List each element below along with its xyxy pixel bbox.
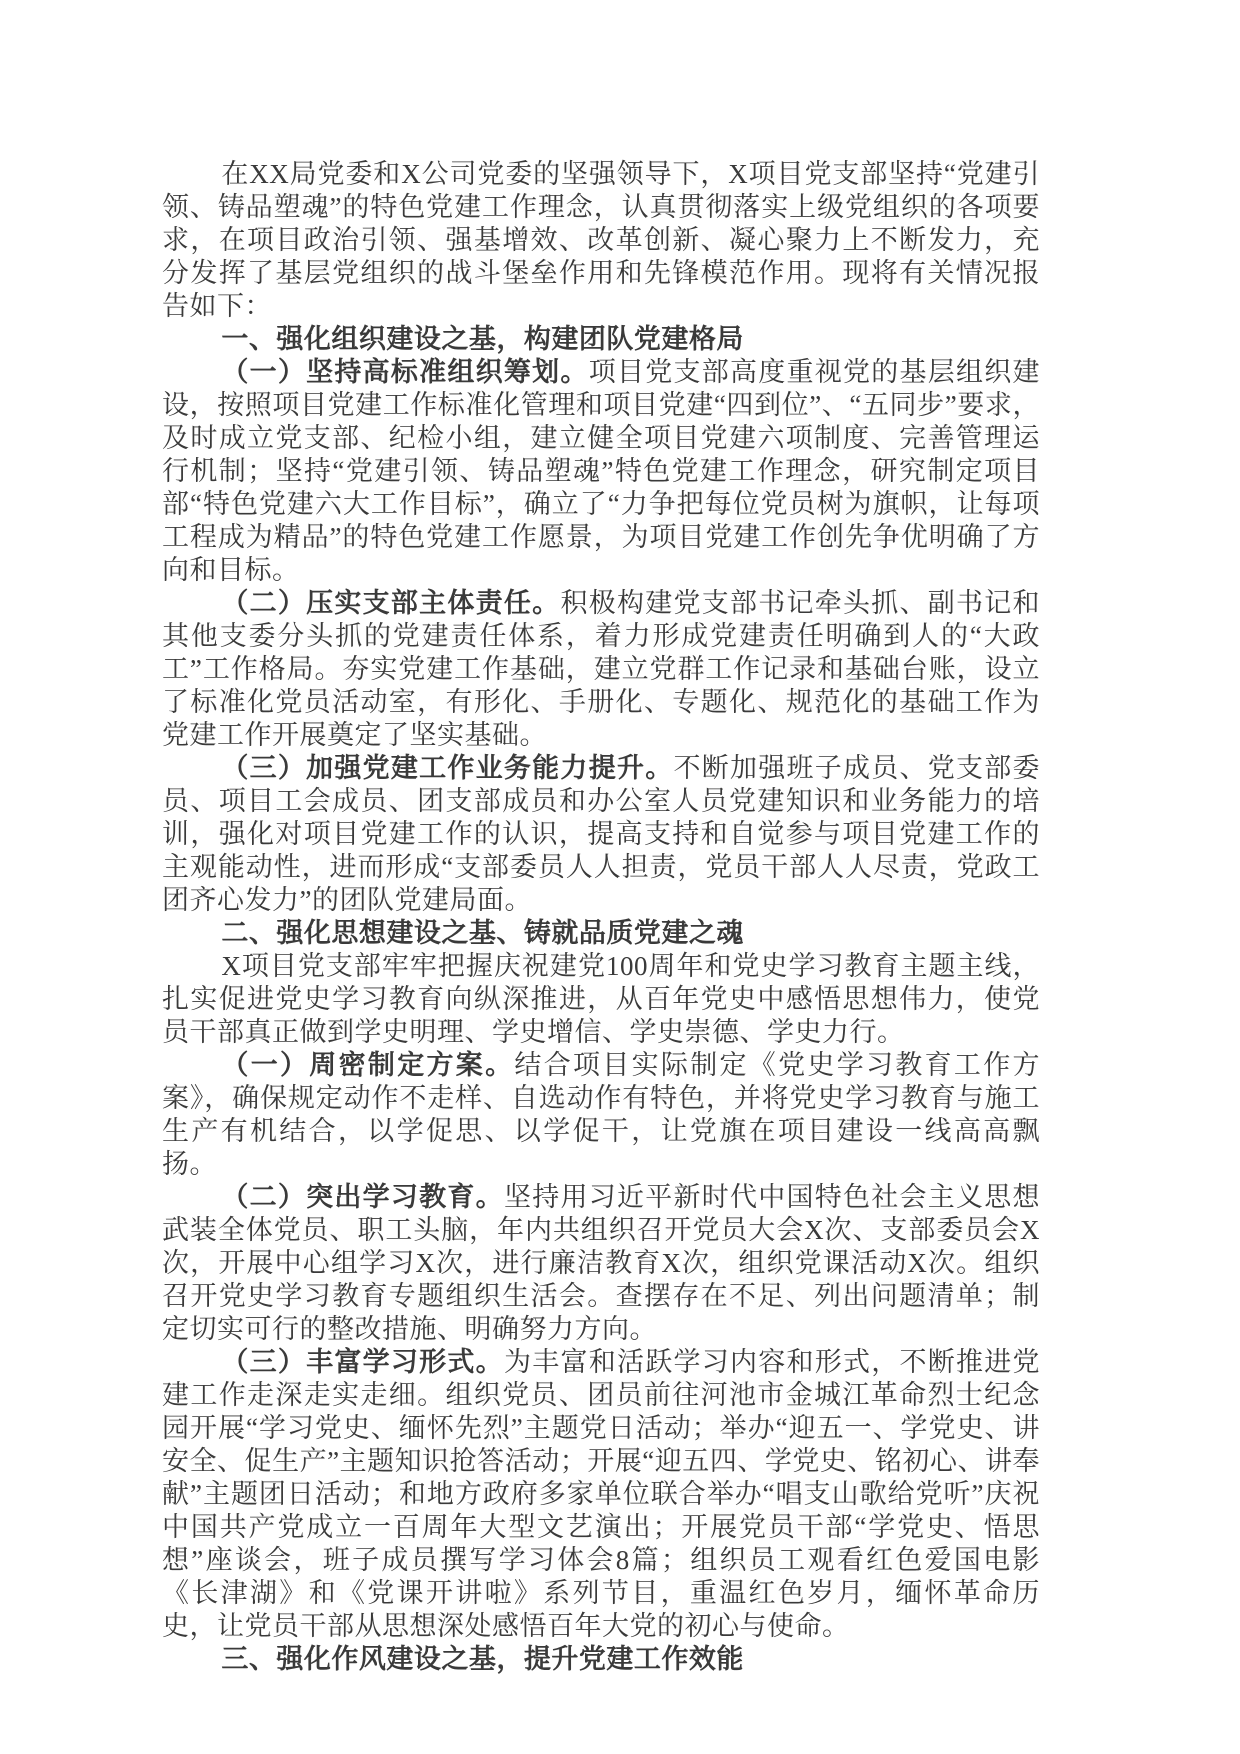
section-3-heading: 三、强化作风建设之基，提升党建工作效能 [221,1644,744,1674]
section-2-item-2-lead: （二）突出学习教育。 [221,1182,504,1212]
document-body [162,158,1040,1676]
section-2-item-3 [162,1346,1040,1643]
section-1-item-1-lead: （一）坚持高标准组织筹划。 [221,357,589,387]
section-1-item-3-lead: （三）加强党建工作业务能力提升。 [221,753,674,783]
section-1-heading: 一、强化组织建设之基，构建团队党建格局 [221,324,744,354]
section-2-item-1-text: 结合项目实际制定《党史学习教育工作方案》，确保规定动作不走样、自选动作有特色，并将党史学习教育与施工生产有机结合，以学促思、以学促干，让党旗在项目建设一线高高飘扬。 [162,1050,1041,1179]
section-1-item-1 [162,356,1040,587]
section-1-item-2-text: 积极构建党支部书记牵头抓、副书记和其他支委分头抓的党建责任体系，着力形成党建责任明确到人的“大政工”工作格局。夯实党建工作基础，建立党群工作记录和基础台账，设立了标准化党员活动室，有形化、手册化、专题化、规范化的基础工作为党建工作开展奠定了坚实基础。 [162,588,1040,750]
section-1-item-2-lead: （二）压实支部主体责任。 [221,588,561,618]
section-1-item-3-text: 不断加强班子成员、党支部委员、项目工会成员、团支部成员和办公室人员党建知识和业务能力的培训，强化对项目党建工作的认识，提高支持和自觉参与项目党建工作的主观能动性，进而形成“支部委员人人担责，党员干部人人尽责，党政工团齐心发力”的团队党建局面。 [162,753,1040,915]
section-2-item-3-text: 为丰富和活跃学习内容和形式，不断推进党建工作走深走实走细。组织党员、团员前往河池市金城江革命烈士纪念园开展“学习党史、缅怀先烈”主题党日活动；举办“迎五一、学党史、讲安全、促生产”主题知识抢答活动；开展“迎五四、学党史、铭初心、讲奉献”主题团日活动；和地方政府多家单位联合举办“唱支山歌给党听”庆祝中国共产党成立一百周年大型文艺演出；开展党员干部“学党史、悟思想”座谈会，班子成员撰写学习体会8篇；组织员工观看红色爱国电影《长津湖》和《党课开讲啦》系列节目，重温红色岁月，缅怀革命历史，让党员干部从思想深处感悟百年大党的初心与使命。 [162,1347,1041,1641]
section-1-item-2 [162,587,1040,752]
section-2-heading: 二、强化思想建设之基、铸就品质党建之魂 [221,918,744,948]
section-2-item-1 [162,1049,1040,1181]
section-1-item-1-text: 项目党支部高度重视党的基层组织建设，按照项目党建工作标准化管理和项目党建“四到位”、“五同步”要求，及时成立党支部、纪检小组，建立健全项目党建六项制度、完善管理运行机制；坚持“党建引领、铸品塑魂”特色党建工作理念，研究制定项目部“特色党建六大工作目标”，确立了“力争把每位党员树为旗帜，让每项工程成为精品”的特色党建工作愿景，为项目党建工作创先争优明确了方向和目标。 [162,357,1041,585]
intro-paragraph: 在XX局党委和X公司党委的坚强领导下，X项目党支部坚持“党建引领、铸品塑魂”的特色党建工作理念，认真贯彻落实上级党组织的各项要求，在项目政治引领、强基增效、改革创新、凝心聚力上不断发力，充分发挥了基层党组织的战斗堡垒作用和先锋模范作用。现将有关情况报告如下： [162,159,1040,321]
section-2-item-3-lead: （三）丰富学习形式。 [221,1347,504,1377]
section-2-intro: X项目党支部牢牢把握庆祝建党100周年和党史学习教育主题主线，扎实促进党史学习教育向纵深推进，从百年党史中感悟思想伟力，使党员干部真正做到学史明理、学史增信、学史崇德、学史力行。 [162,951,1040,1047]
section-2-item-2 [162,1181,1040,1346]
section-2-item-1-lead: （一）周密制定方案。 [221,1050,515,1080]
section-1-item-3 [162,752,1040,917]
section-2-item-2-text: 坚持用习近平新时代中国特色社会主义思想武装全体党员、职工头脑，年内共组织召开党员大会X次、支部委员会X次，开展中心组学习X次，进行廉洁教育X次，组织党课活动X次。组织召开党史学习教育专题组织生活会。查摆存在不足、列出问题清单；制定切实可行的整改措施、明确努力方向。 [162,1182,1041,1344]
